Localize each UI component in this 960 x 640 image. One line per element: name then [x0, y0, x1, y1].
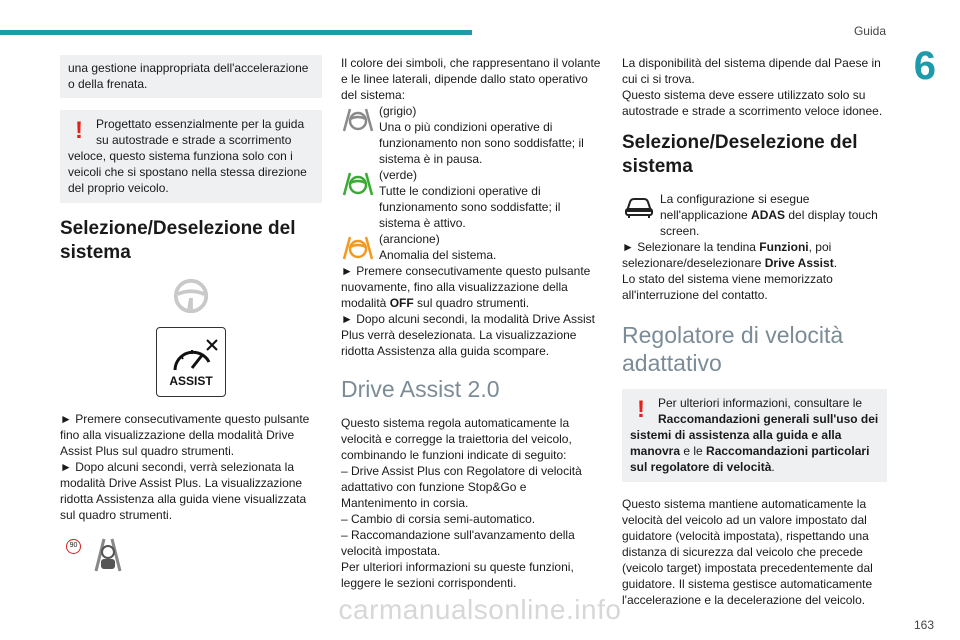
- deselect-step-1: ► Premere consecutivamente questo pulsante nuovamente, fino alla visualizzazione della modalità OFF sul quadro strumenti.: [341, 264, 591, 310]
- column-right: [622, 55, 887, 608]
- watermark: carmanualsonline.info: [338, 594, 622, 625]
- chapter-title: Guida: [853, 24, 886, 38]
- drive-assist-item-1: – Drive Assist Plus con Regolatore di velocità adattativo con funzione Stop&Go e Mantenimento in corsia.: [341, 464, 582, 510]
- memory-text: Lo stato del sistema viene memorizzato all'interruzione del contatto.: [622, 272, 833, 302]
- step-1: ► Premere consecutivamente questo pulsante fino alla visualizzazione della modalità Drive Assist Plus sul quadro strumenti.: [60, 412, 310, 458]
- drive-assist-outro: Per ulteriori informazioni su queste funzioni, leggere le sezioni corrispondenti.: [341, 560, 574, 590]
- section-title-selection-2: Selezione/Deselezione del sistema: [622, 132, 858, 177]
- steering-wheel-icon: [172, 277, 210, 315]
- chapter-number: 6: [913, 44, 936, 88]
- steering-lanes-grey-icon: [341, 105, 375, 133]
- warning-icon: !: [637, 396, 645, 423]
- note-text: una gestione inappropriata dell'accelerazione o della frenata.: [68, 61, 309, 91]
- assist-label: ASSIST: [169, 374, 213, 388]
- warning-text: Progettato essenzialmente per la guida su autostrade e strade a scorrimento veloce, questo sistema funziona solo con i veicoli che si spostano nella stessa direzione del proprio veicolo.: [68, 117, 307, 195]
- step-2: ► Dopo alcuni secondi, verrà selezionata la modalità Drive Assist Plus. La visualizzazione ridotta Assistenza alla guida viene visualizzata sul quadro strumenti.: [60, 460, 307, 522]
- state-green: [341, 167, 603, 231]
- functions-step: ► Selezionare la tendina Funzioni, poi selezionare/deselezionare Drive Assist.: [622, 240, 838, 270]
- state-grey-desc: Una o più condizioni operative di funzionamento non sono soddisfatte; il sistema è in pausa.: [379, 120, 584, 166]
- adas-config: La configurazione si esegue nell'applicazione ADAS del display touch screen.: [622, 191, 887, 239]
- cluster-display-icons: [60, 535, 322, 575]
- drive-assist-item-2: – Cambio di corsia semi-automatico.: [341, 512, 536, 526]
- state-orange: [341, 231, 603, 263]
- state-orange-label: (arancione): [379, 232, 440, 246]
- warning-box: [60, 110, 322, 203]
- drive-assist-intro: Questo sistema regola automaticamente la velocità e corregge la traiettoria del veicolo, combinando le funzioni indicate di seguito:: [341, 416, 572, 462]
- header-accent-bar: [0, 30, 472, 35]
- availability-text: La disponibilità del sistema dipende dal Paese in cui ci si trova.: [622, 56, 881, 86]
- state-orange-desc: Anomalia del sistema.: [379, 248, 497, 262]
- state-green-desc: Tutte le condizioni operative di funzionamento sono soddisfatte; il sistema è attivo.: [379, 184, 561, 230]
- assist-button: [156, 327, 226, 397]
- continued-note: [60, 55, 322, 98]
- speed-limit-icon: 90: [66, 539, 81, 554]
- column-middle: [341, 55, 603, 591]
- symbols-intro: Il colore dei simboli, che rappresentano il volante e le linee laterali, dipende dallo stato operativo del sistema:: [341, 56, 601, 102]
- acc-body: Questo sistema mantiene automaticamente la velocità del veicolo ad un valore impostato dal guidatore (velocità impostata), rispettando una distanza di sicurezza dal veicolo che precede (veicolo target) impostata precedentemente dal guidatore. Il sistema gestisce automaticamente l'accelerazione e la decelerazione del veicolo.: [622, 497, 873, 607]
- section-title-drive-assist: Drive Assist 2.0: [341, 376, 500, 402]
- car-adas-icon: [622, 193, 656, 219]
- state-grey: [341, 103, 603, 167]
- deselect-step-2: ► Dopo alcuni secondi, la modalità Drive Assist Plus verrà deselezionata. La visualizzazione ridotta Assistenza alla guida scompare.: [341, 312, 595, 358]
- state-grey-label: (grigio): [379, 104, 417, 118]
- section-title-acc: Regolatore di velocità adattativo: [622, 322, 844, 376]
- section-title-selection: Selezione/Deselezione del sistema: [60, 218, 296, 263]
- drive-assist-item-3: – Raccomandazione sull'avanzamento della velocità impostata.: [341, 528, 575, 558]
- warning-box-acc: ! Per ulteriori informazioni, consultare le Raccomandazioni generali sull'uso dei sistemi di assistenza alla guida e alla manovra e le Raccomandazioni particolari sul regolatore di velocità.: [622, 389, 887, 482]
- warning-icon: !: [75, 117, 83, 144]
- steering-lanes-orange-icon: [341, 233, 375, 261]
- usage-text: Questo sistema deve essere utilizzato solo su autostrade e strade a scorrimento veloce idonee.: [622, 88, 883, 118]
- steering-lanes-green-icon: [341, 169, 375, 197]
- column-left: [60, 55, 322, 575]
- state-green-label: (verde): [379, 168, 418, 182]
- page-number: 163: [913, 618, 934, 632]
- lane-keeping-icon: [88, 535, 128, 573]
